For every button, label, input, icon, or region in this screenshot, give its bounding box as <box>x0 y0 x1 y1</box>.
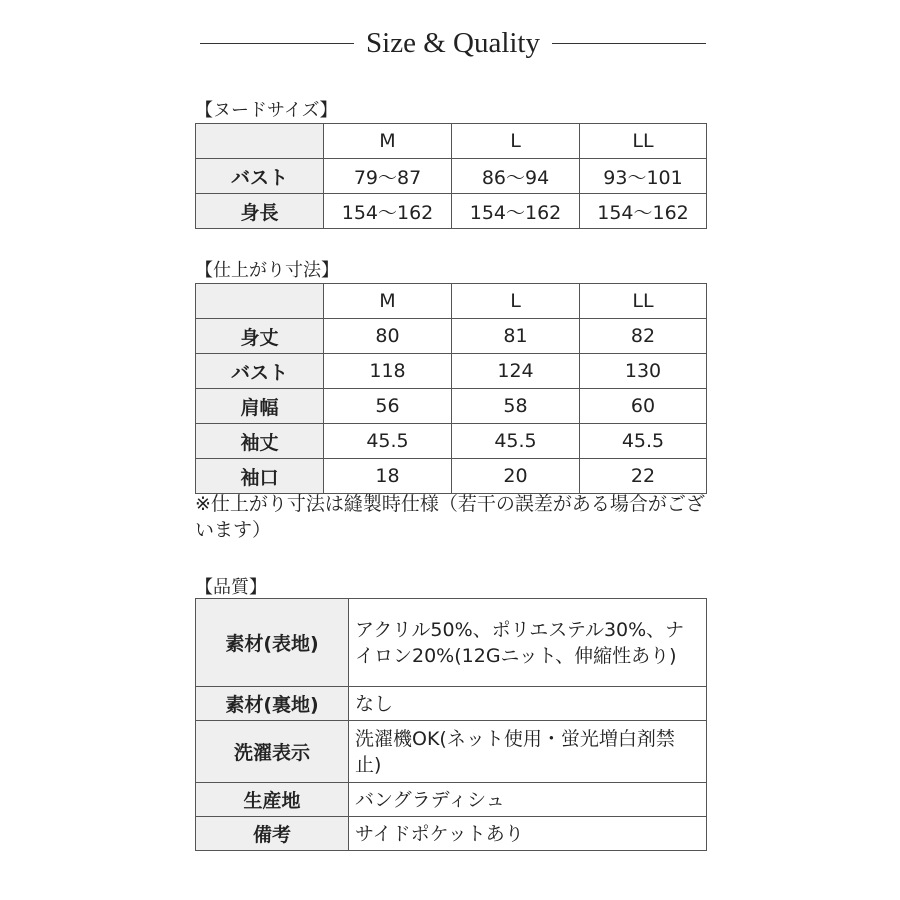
page-title-row <box>200 22 706 64</box>
title-divider-right <box>552 43 706 44</box>
title-divider-left <box>200 43 354 44</box>
table-cell: 118 <box>324 354 452 389</box>
table-row <box>196 721 707 783</box>
table-cell: 45.5 <box>580 424 707 459</box>
table-cell: 80 <box>324 319 452 354</box>
finished-size-note: ※仕上がり寸法は縫製時仕様（若干の誤差がある場合がございます） <box>195 493 705 541</box>
row-header: 素材(裏地) <box>196 687 349 721</box>
table-row <box>196 194 707 229</box>
table-cell: バングラディシュ <box>349 783 707 817</box>
table-row <box>196 459 707 494</box>
table-corner-cell <box>196 124 324 159</box>
column-header: L <box>452 124 580 159</box>
column-header: LL <box>580 124 707 159</box>
row-header: 洗濯表示 <box>196 721 349 783</box>
table-cell: アクリル50%、ポリエステル30%、ナイロン20%(12Gニット、伸縮性あり) <box>349 599 707 687</box>
row-header: 肩幅 <box>196 389 324 424</box>
table-row <box>196 687 707 721</box>
table-cell: 22 <box>580 459 707 494</box>
table-cell: 93〜101 <box>580 159 707 194</box>
table-corner-cell <box>196 284 324 319</box>
row-header: 袖丈 <box>196 424 324 459</box>
table-cell: 79〜87 <box>324 159 452 194</box>
row-header: バスト <box>196 354 324 389</box>
table-cell: 81 <box>452 319 580 354</box>
table-row <box>196 319 707 354</box>
table-cell: 82 <box>580 319 707 354</box>
table-row <box>196 354 707 389</box>
table-row <box>196 599 707 687</box>
nude-size-label: 【ヌードサイズ】 <box>195 100 338 121</box>
finished-size-table <box>195 283 707 494</box>
table-header-row <box>196 284 707 319</box>
table-row <box>196 159 707 194</box>
table-cell: 124 <box>452 354 580 389</box>
table-cell: 18 <box>324 459 452 494</box>
row-header: 生産地 <box>196 783 349 817</box>
table-cell: なし <box>349 687 707 721</box>
table-cell: 洗濯機OK(ネット使用・蛍光増白剤禁止) <box>349 721 707 783</box>
table-row <box>196 783 707 817</box>
finished-size-label: 【仕上がり寸法】 <box>195 260 339 281</box>
table-header-row <box>196 124 707 159</box>
table-cell: 45.5 <box>452 424 580 459</box>
table-cell: 58 <box>452 389 580 424</box>
table-cell: サイドポケットあり <box>349 817 707 851</box>
table-cell: 154〜162 <box>324 194 452 229</box>
quality-table <box>195 598 707 851</box>
column-header: M <box>324 284 452 319</box>
table-cell: 154〜162 <box>580 194 707 229</box>
table-row <box>196 817 707 851</box>
table-cell: 130 <box>580 354 707 389</box>
table-cell: 45.5 <box>324 424 452 459</box>
table-row <box>196 424 707 459</box>
table-cell: 20 <box>452 459 580 494</box>
column-header: LL <box>580 284 707 319</box>
table-row <box>196 389 707 424</box>
column-header: M <box>324 124 452 159</box>
table-cell: 86〜94 <box>452 159 580 194</box>
quality-label: 【品質】 <box>195 577 267 598</box>
row-header: 身長 <box>196 194 324 229</box>
row-header: 備考 <box>196 817 349 851</box>
row-header: 身丈 <box>196 319 324 354</box>
page-title: Size & Quality <box>366 26 540 59</box>
row-header: バスト <box>196 159 324 194</box>
table-cell: 56 <box>324 389 452 424</box>
nude-size-table <box>195 123 707 229</box>
row-header: 袖口 <box>196 459 324 494</box>
table-cell: 60 <box>580 389 707 424</box>
table-cell: 154〜162 <box>452 194 580 229</box>
row-header: 素材(表地) <box>196 599 349 687</box>
column-header: L <box>452 284 580 319</box>
